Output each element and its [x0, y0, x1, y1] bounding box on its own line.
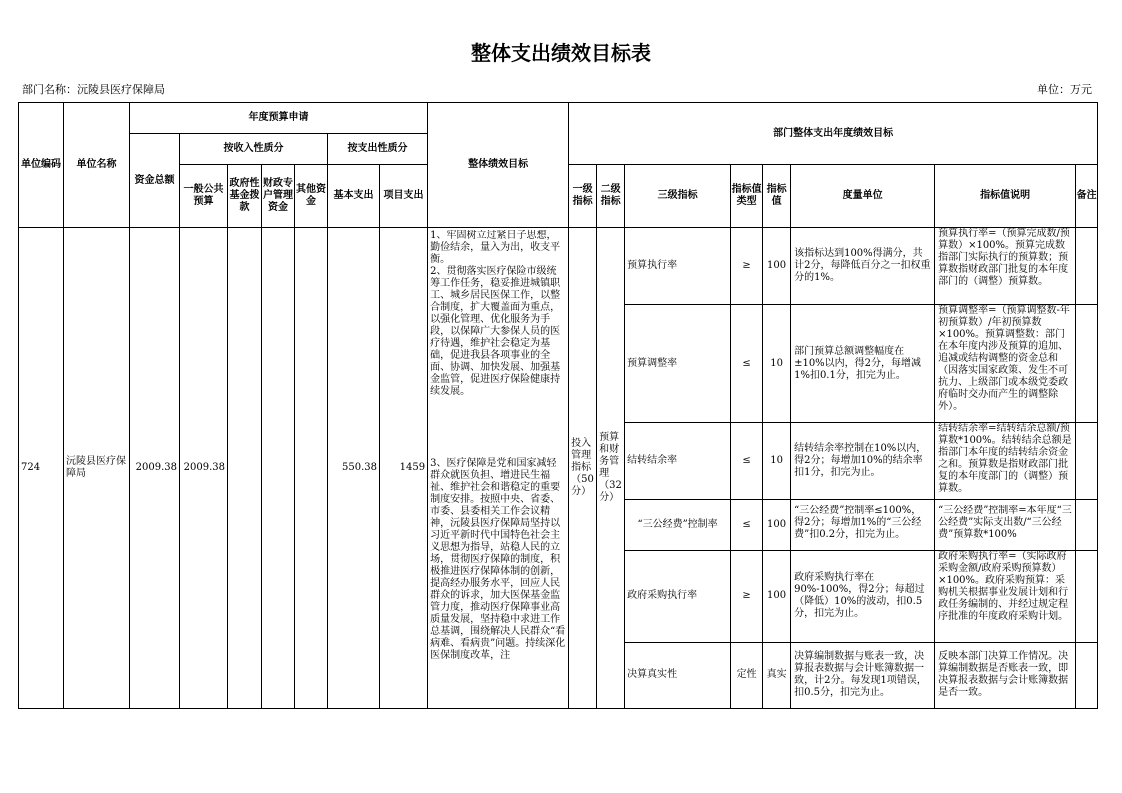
row-unit-code: 724: [19, 228, 64, 709]
row-other-funds: [295, 228, 328, 709]
indicator-value: 10: [763, 423, 791, 499]
indicator-type: 定性: [731, 642, 763, 708]
indicator-value: 10: [763, 305, 791, 423]
page-title: 整体支出绩效目标表: [471, 41, 651, 65]
indicator-desc: 预算调整率=（预算调整数-年初预算数）/年初预算数×100%。预算调整数：部门在本年度内涉及预算的追加、追减或结构调整的资金总和（因落实国家政策、发生不可抗力、上级部门或本级党委政府临时交办而产生的调整除外）。: [935, 305, 1076, 423]
row-fiscal-special: [262, 228, 295, 709]
indicator-name: 决算真实性: [625, 642, 731, 708]
header-indicator-value: 指标值: [763, 165, 791, 228]
header-total-funds: 资金总额: [130, 134, 180, 228]
indicator-value: 100: [763, 228, 791, 305]
indicator-value: 真实: [763, 642, 791, 708]
indicator-measure: 该指标达到100%得满分，共计2分，每降低百分之一扣权重分的1%。: [791, 228, 935, 305]
header-unit-name: 单位名称: [64, 103, 130, 228]
indicator-desc: 预算执行率=（预算完成数/预算数）×100%。预算完成数指部门实际执行的预算数；预算数指财政部门批复的本年度部门的（调整）预算数。: [935, 228, 1076, 305]
header-basic-expense: 基本支出: [328, 165, 380, 228]
indicator-type: ≤: [731, 305, 763, 423]
currency-unit: 单位：万元: [1037, 83, 1092, 96]
header-other-funds: 其他资金: [295, 165, 328, 228]
indicator-name: 政府采购执行率: [625, 550, 731, 642]
row-general-budget: 2009.38: [180, 228, 228, 709]
header-overall-goal: 整体绩效目标: [428, 103, 569, 228]
indicator-measure: 决算编制数据与账表一致，决算报表数据与会计账簿数据一致，计2分。每发现1项错误，扣0.5分，扣完为止。: [791, 642, 935, 708]
header-by-expense: 按支出性质分: [328, 134, 428, 165]
indicator-desc: 政府采购执行率=（实际政府采购金额/政府采购预算数）×100%。政府采购预算：采购机关根据事业发展计划和行政任务编制的、并经过规定程序批准的年度政府采购计划。: [935, 550, 1076, 642]
indicator-remark: [1076, 550, 1098, 642]
indicator-type: ≥: [731, 550, 763, 642]
header-unit-code: 单位编码: [19, 103, 64, 228]
row-overall-goal-text: 1、牢固树立过紧日子思想，勤俭结余，量入为出，收支平衡。 2、贯彻落实医疗保险市级统筹工作任务，稳妥推进城镇职工、城乡居民医保工作，以整合制度，扩大覆盖面为重点，以强化管理、优化服务为手段，以保障广大参保人员的医疗待遇，维护社会稳定为基础，促进我县各项事业的全面、协调、加快发展、加强基金监管，促进医疗保险健康持续发展。 3、医疗保障是党和国家减轻群众就医负担、增进民生福祉、维护社会和谐稳定的重要制度安排。按照中央、省委、市委、县委相关工作会议精神，沅陵县医疗保障局坚持以习近平新时代中国特色社会主义思想为指导，站稳人民的立场，贯彻医疗保障的制度，积极推进医疗保障体制的创新，提高经办服务水平，回应人民群众的诉求，加大医保基金监管力度，推动医疗保障事业高质量发展，坚持稳中求进工作总基调，围绕解决人民群众“看病难、看病贵”问题。持续深化医保制度改革，注: [428, 228, 569, 709]
indicator-desc: “三公经费”控制率=本年度“三公经费”实际支出数/“三公经费”预算数*100%: [935, 499, 1076, 550]
header-indicator-desc: 指标值说明: [935, 165, 1076, 228]
row-project-expense: 1459: [380, 228, 428, 709]
header-gov-fund: 政府性基金拨款: [228, 165, 262, 228]
header-project-expense: 项目支出: [380, 165, 428, 228]
indicator-measure: 结转结余率控制在10%以内，得2分；每增加10%的结余率扣1分，扣完为止。: [791, 423, 935, 499]
indicator-value: 100: [763, 550, 791, 642]
indicator-value: 100: [763, 499, 791, 550]
header-dept-goal: 部门整体支出年度绩效目标: [569, 103, 1098, 165]
row-unit-name: 沅陵县医疗保障局: [64, 228, 130, 709]
row-level1: 投入管理指标（50分）: [569, 228, 597, 709]
indicator-measure: 部门预算总额调整幅度在±10%以内，得2分，每增减1%扣0.1分，扣完为止。: [791, 305, 935, 423]
row-total-funds: 2009.38: [130, 228, 180, 709]
indicator-name: 预算调整率: [625, 305, 731, 423]
header-remark: 备注: [1076, 165, 1098, 228]
indicator-desc: 结转结余率=结转结余总额/预算数*100%。结转结余总额是指部门本年度的结转结余资金之和。预算数是指财政部门批复的本年度部门的（调整）预算数。: [935, 423, 1076, 499]
header-measure-unit: 度量单位: [791, 165, 935, 228]
indicator-desc: 反映本部门决算工作情况。决算编制数据是否账表一致，即决算报表数据与会计账簿数据是否一致。: [935, 642, 1076, 708]
header-level2: 二级指标: [597, 165, 625, 228]
indicator-type: ≤: [731, 423, 763, 499]
header-by-income: 按收入性质分: [180, 134, 328, 165]
indicator-type: ≤: [731, 499, 763, 550]
header-annual-budget: 年度预算申请: [130, 103, 428, 134]
header-general-budget: 一般公共预算: [180, 165, 228, 228]
row-level2: 预算和财务管理（32分）: [597, 228, 625, 709]
indicator-measure: 政府采购执行率在90%-100%，得2分；每超过（降低）10%的波动，扣0.5分，扣完为止。: [791, 550, 935, 642]
header-indicator-type: 指标值类型: [731, 165, 763, 228]
indicator-name: 结转结余率: [625, 423, 731, 499]
indicator-remark: [1076, 423, 1098, 499]
header-level3: 三级指标: [625, 165, 731, 228]
indicator-name: “三公经费”控制率: [625, 499, 731, 550]
indicator-remark: [1076, 642, 1098, 708]
header-fiscal-special: 财政专户管理资金: [262, 165, 295, 228]
indicator-name: 预算执行率: [625, 228, 731, 305]
row-gov-fund: [228, 228, 262, 709]
row-basic-expense: 550.38: [328, 228, 380, 709]
performance-table: [18, 102, 1098, 709]
indicator-measure: “三公经费”控制率≤100%，得2分；每增加1%的“三公经费”扣0.2分，扣完为止。: [791, 499, 935, 550]
indicator-remark: [1076, 305, 1098, 423]
department-name: 部门名称：沅陵县医疗保障局: [22, 83, 165, 96]
indicator-type: ≥: [731, 228, 763, 305]
header-level1: 一级指标: [569, 165, 597, 228]
indicator-remark: [1076, 228, 1098, 305]
indicator-remark: [1076, 499, 1098, 550]
